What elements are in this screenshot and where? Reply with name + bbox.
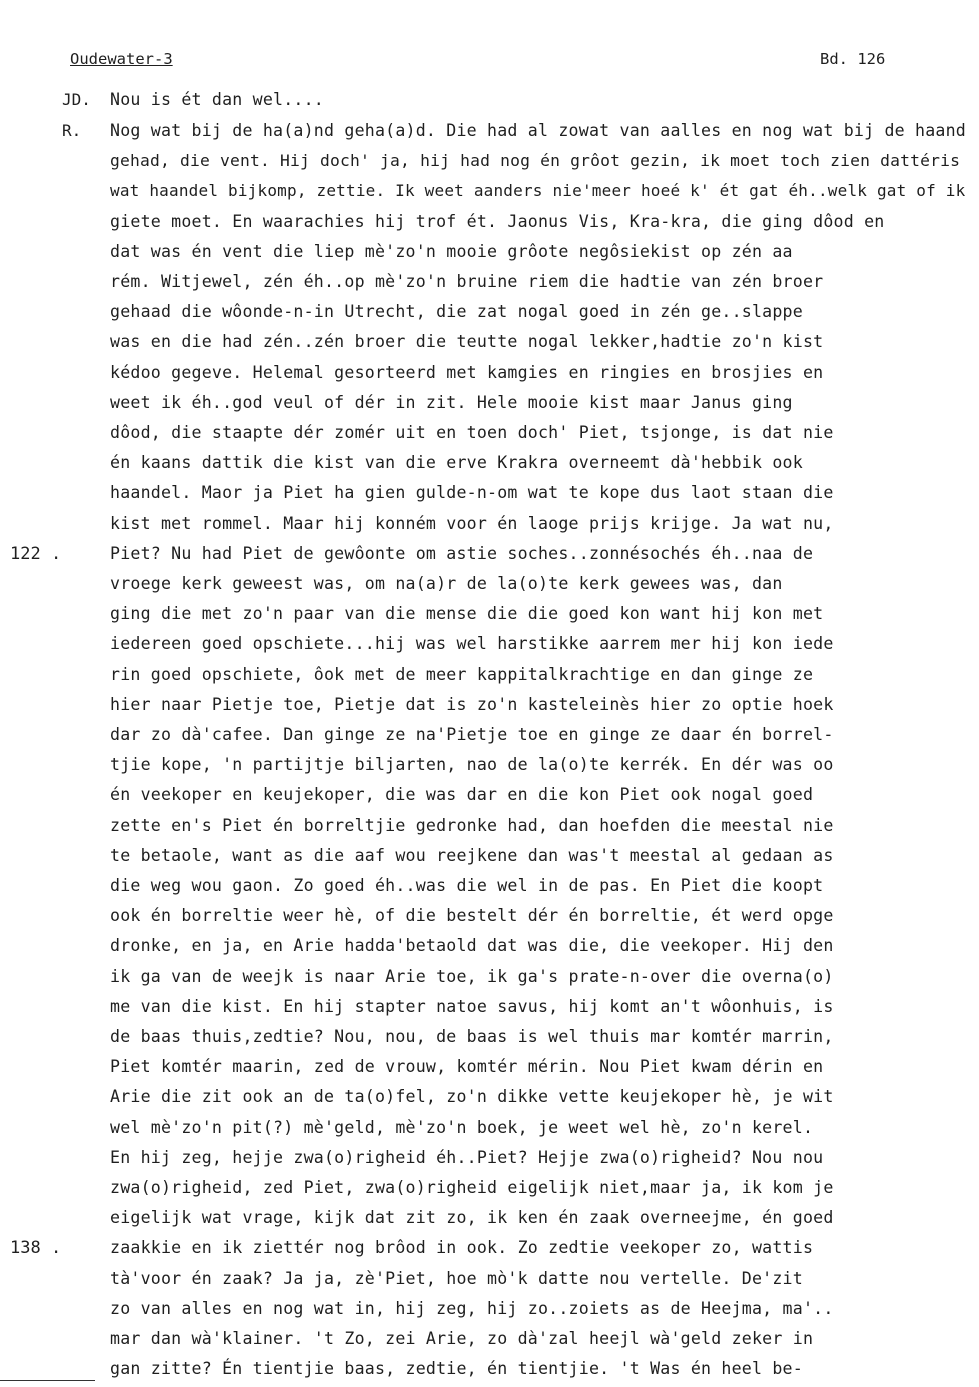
transcript-line: eigelijk wat vrage, kijk dat zit zo, ik ken én zaak overneejme, én goed	[110, 1208, 834, 1228]
transcript-line: mar dan wà'klainer. 't Zo, zei Arie, zo dà'zal heejl wà'geld zeker in	[110, 1329, 814, 1348]
transcript-line: was en die had zén..zén broer die teutte nogal lekker,hadtie zo'n kist	[110, 332, 824, 352]
transcript-line: zwa(o)righeid, zed Piet, zwa(o)righeid eigelijk niet,maar ja, ik kom je	[110, 1178, 834, 1197]
transcript-line: dôod, die staapte dér zomér uit en toen doch' Piet, tsjonge, is dat nie	[110, 423, 834, 442]
margin-line-number: 122 .	[10, 543, 62, 564]
transcript-line: Nog wat bij de ha(a)nd geha(a)d. Die had al zowat van aalles en nog wat bij de haand	[110, 121, 966, 140]
transcript-line: kist met rommel. Maar hij konném voor én laoge prijs krijge. Ja wat nu,	[110, 513, 834, 533]
page-reference: Bd. 126	[820, 50, 886, 68]
transcript-line: weet ik éh..god veul of dér in zit. Hele mooie kist maar Janus ging	[110, 392, 793, 412]
transcript-line: dat was én vent die liep mè'zo'n mooie grôote negôsiekist op zén aa	[110, 241, 793, 261]
transcript-line: de baas thuis,zedtie? Nou, nou, de baas is wel thuis mar komtér marrin,	[110, 1027, 834, 1046]
transcript-line: tà'voor én zaak? Ja ja, zè'Piet, hoe mò'k datte nou vertelle. De'zit	[110, 1268, 803, 1288]
transcript-line: die weg wou gaon. Zo goed éh..was die wel in de pas. En Piet die koopt	[110, 876, 824, 895]
speaker-label-r: R.	[62, 121, 82, 140]
transcript-line: haandel. Maor ja Piet ha gien gulde-n-om wat te kope dus laot staan die	[110, 483, 834, 503]
transcript-line: wat haandel bijkomp, zettie. Ik weet aanders nie'meer hoeé k' ét gat éh..welk gat of ik	[110, 181, 966, 201]
transcript-line: dar zo dà'cafee. Dan ginge ze na'Pietje toe en ginge ze daar én borrel-	[110, 725, 834, 744]
transcript-line: te betaole, want as die aaf wou reejkene dan was't meestal al gedaan as	[110, 845, 834, 865]
transcript-line: En hij zeg, hejje zwa(o)righeid éh..Piet? Hejje zwa(o)righeid? Nou nou	[110, 1147, 824, 1167]
transcript-line: rém. Witjewel, zén éh..op mè'zo'n bruine riem die hadtie van zén broer	[110, 272, 824, 291]
transcript-line: wel mè'zo'n pit(?) mè'geld, mè'zo'n boek, je weet wel hè, zo'n kerel.	[110, 1117, 814, 1137]
transcript-line: vroege kerk geweest was, om na(a)r de la(o)te kerk gewees was, dan	[110, 574, 783, 593]
transcript-line: dronke, en ja, en Arie hadda'betaold dat was die, die veekoper. Hij den	[110, 936, 834, 956]
margin-line-number: 138 .	[10, 1238, 62, 1259]
transcript-line: ook én borreltie weer hè, of die bestelt dér én borreltie, ét werd opge	[110, 906, 834, 926]
transcript-line: tjie kope, 'n partijtje biljarten, nao de la(o)te kerrék. En dér was oo	[110, 755, 834, 775]
transcript-line: gehad, die vent. Hij doch' ja, hij had nog én grôot gezin, ik moet toch zien dattéris	[110, 151, 961, 171]
transcript-line: Piet komtér maarin, zed de vrouw, komtér mérin. Nou Piet kwam dérin en	[110, 1057, 824, 1077]
transcript-line: Nou is ét dan wel....	[110, 90, 324, 109]
transcript-line: én veekoper en keujekoper, die was dar en die kon Piet ook nogal goed	[110, 785, 814, 805]
transcript-line: rin goed opschiete, ôok met de meer kappitalkrachtige en dan ginge ze	[110, 664, 814, 684]
transcript-line: me van die kist. En hij stapter natoe savus, hij komt an't wôonhuis, is	[110, 996, 834, 1016]
transcript-line: hier naar Pietje toe, Pietje dat is zo'n kasteleinès hier zo optie hoek	[110, 694, 834, 714]
transcript-line: gan zitte? Én tientjie baas, zedtie, én tientjie. 't Was én heel be-	[110, 1359, 803, 1379]
transcript-line: Piet? Nu had Piet de gewôonte om astie soches..zonnésochés éh..naa de	[110, 543, 814, 563]
transcript-line: Arie die zit ook an de ta(o)fel, zo'n dikke vette keujekoper hè, je wit	[110, 1087, 834, 1107]
transcript-line: kédoo gegeve. Helemal gesorteerd met kamgies en ringies en brosjies en	[110, 362, 824, 382]
transcript-line: gehaad die wôonde-n-in Utrecht, die zat nogal goed in zén ge..slappe	[110, 302, 803, 322]
transcript-line: ik ga van de weejk is naar Arie toe, ik ga's prate-n-over die overna(o)	[110, 966, 834, 986]
speaker-label-jd: JD.	[62, 90, 91, 109]
transcript-line: ging die met zo'n paar van die mense die die goed kon want hij kon met	[110, 604, 824, 624]
transcript-line: zo van alles en nog wat in, hij zeg, hij zo..zoiets as de Heejma, ma'..	[110, 1298, 834, 1318]
transcript-line: zaakkie en ik ziettér nog brôod in ook. Zo zedtie veekoper zo, wattis	[110, 1238, 814, 1258]
bottom-rule	[0, 1380, 95, 1381]
transcript-line: zette en's Piet én borreltjie gedronke had, dan hoefden die meestal nie	[110, 815, 834, 835]
document-header-title: Oudewater-3	[70, 50, 173, 68]
transcript-line: én kaans dattik die kist van die erve Krakra overneemt dà'hebbik ook	[110, 453, 803, 473]
transcript-line: iedereen goed opschiete...hij was wel harstikke aarrem mer hij kon iede	[110, 634, 834, 654]
transcript-line: giete moet. En waarachies hij trof ét. Jaonus Vis, Kra-kra, die ging dôod en	[110, 211, 885, 231]
